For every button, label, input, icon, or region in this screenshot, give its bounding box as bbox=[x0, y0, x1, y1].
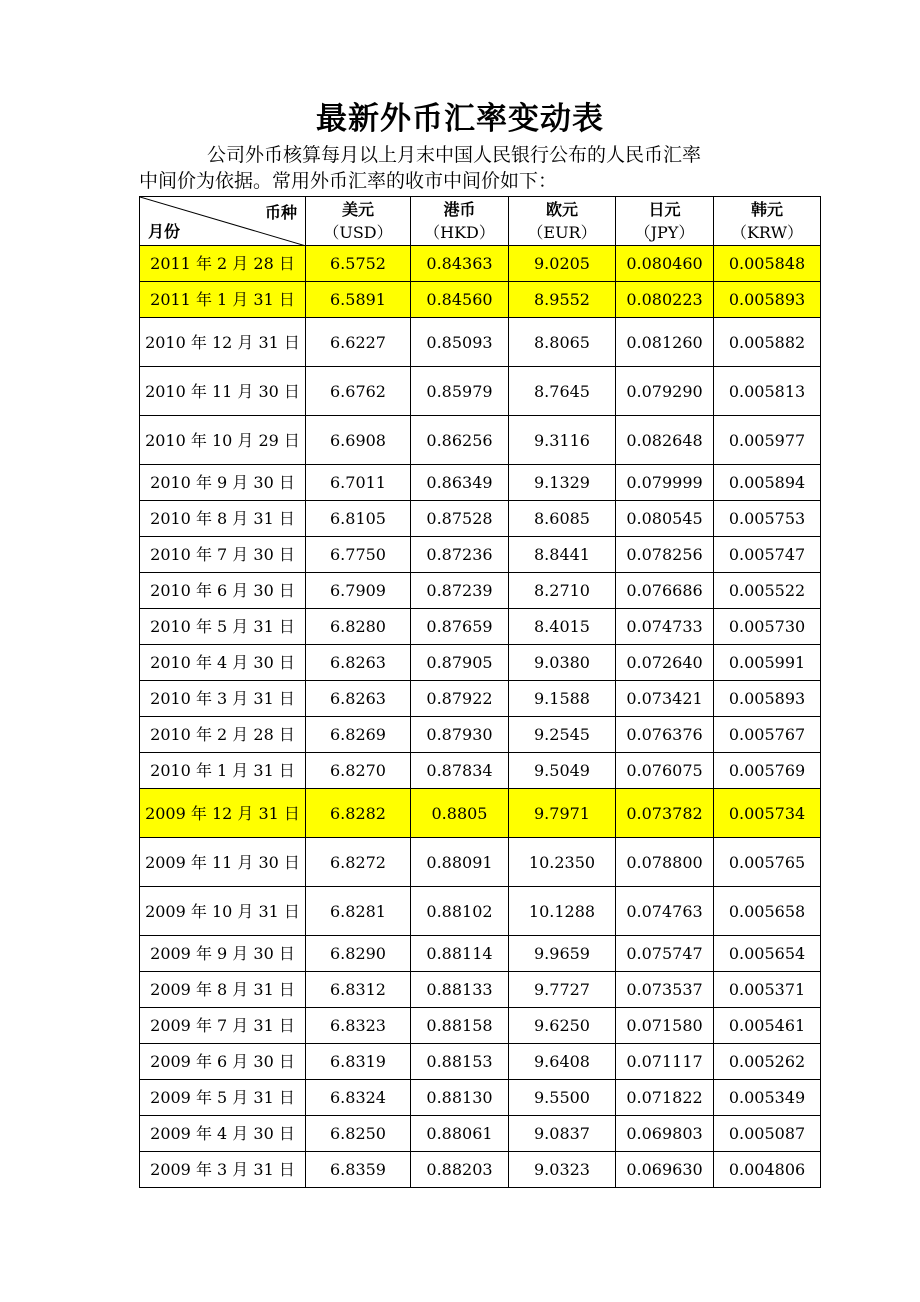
jpy-rate-cell: 0.076686 bbox=[616, 573, 714, 609]
jpy-rate-cell: 0.072640 bbox=[616, 645, 714, 681]
hkd-rate-cell: 0.85093 bbox=[411, 318, 509, 367]
date-cell: 2010 年 7 月 30 日 bbox=[140, 537, 306, 573]
eur-rate-cell: 9.0380 bbox=[509, 645, 616, 681]
table-row bbox=[140, 1116, 821, 1152]
table-row bbox=[140, 465, 821, 501]
eur-rate-cell: 8.9552 bbox=[509, 282, 616, 318]
header-jpy bbox=[616, 197, 714, 246]
table-row bbox=[140, 573, 821, 609]
eur-rate-cell: 9.1329 bbox=[509, 465, 616, 501]
header-usd bbox=[306, 197, 411, 246]
hkd-rate-cell: 0.86349 bbox=[411, 465, 509, 501]
usd-rate-cell: 6.8269 bbox=[306, 717, 411, 753]
table-row bbox=[140, 717, 821, 753]
krw-rate-cell: 0.005893 bbox=[714, 282, 821, 318]
exchange-rate-table bbox=[139, 196, 821, 1188]
date-cell: 2010 年 2 月 28 日 bbox=[140, 717, 306, 753]
usd-rate-cell: 6.8323 bbox=[306, 1008, 411, 1044]
eur-rate-cell: 9.1588 bbox=[509, 681, 616, 717]
currency-axis-label: 币种 bbox=[264, 203, 297, 222]
usd-rate-cell: 6.8324 bbox=[306, 1080, 411, 1116]
usd-rate-cell: 6.8105 bbox=[306, 501, 411, 537]
krw-rate-cell: 0.005262 bbox=[714, 1044, 821, 1080]
eur-rate-cell: 9.7727 bbox=[509, 972, 616, 1008]
eur-rate-cell: 9.2545 bbox=[509, 717, 616, 753]
hkd-rate-cell: 0.88091 bbox=[411, 838, 509, 887]
eur-rate-cell: 9.0323 bbox=[509, 1152, 616, 1188]
hkd-rate-cell: 0.87930 bbox=[411, 717, 509, 753]
eur-rate-cell: 8.4015 bbox=[509, 609, 616, 645]
usd-rate-cell: 6.5752 bbox=[306, 246, 411, 282]
table-row bbox=[140, 1044, 821, 1080]
table-row bbox=[140, 789, 821, 838]
eur-rate-cell: 10.1288 bbox=[509, 887, 616, 936]
table-row bbox=[140, 282, 821, 318]
usd-rate-cell: 6.8282 bbox=[306, 789, 411, 838]
hkd-rate-cell: 0.86256 bbox=[411, 416, 509, 465]
hkd-rate-cell: 0.88102 bbox=[411, 887, 509, 936]
krw-rate-cell: 0.005753 bbox=[714, 501, 821, 537]
date-cell: 2011 年 2 月 28 日 bbox=[140, 246, 306, 282]
hkd-rate-cell: 0.88114 bbox=[411, 936, 509, 972]
date-cell: 2009 年 9 月 30 日 bbox=[140, 936, 306, 972]
table-row bbox=[140, 1152, 821, 1188]
usd-rate-cell: 6.6227 bbox=[306, 318, 411, 367]
currency-name: 港币 bbox=[443, 200, 476, 219]
jpy-rate-cell: 0.069803 bbox=[616, 1116, 714, 1152]
table-row bbox=[140, 753, 821, 789]
table-row bbox=[140, 609, 821, 645]
krw-rate-cell: 0.004806 bbox=[714, 1152, 821, 1188]
currency-code: （EUR） bbox=[527, 223, 597, 242]
date-cell: 2010 年 6 月 30 日 bbox=[140, 573, 306, 609]
hkd-rate-cell: 0.88153 bbox=[411, 1044, 509, 1080]
table-row bbox=[140, 501, 821, 537]
currency-name: 韩元 bbox=[750, 200, 783, 219]
usd-rate-cell: 6.6762 bbox=[306, 367, 411, 416]
usd-rate-cell: 6.8281 bbox=[306, 887, 411, 936]
usd-rate-cell: 6.8290 bbox=[306, 936, 411, 972]
usd-rate-cell: 6.8359 bbox=[306, 1152, 411, 1188]
usd-rate-cell: 6.8263 bbox=[306, 645, 411, 681]
jpy-rate-cell: 0.080223 bbox=[616, 282, 714, 318]
date-cell: 2009 年 11 月 30 日 bbox=[140, 838, 306, 887]
jpy-rate-cell: 0.079999 bbox=[616, 465, 714, 501]
usd-rate-cell: 6.8263 bbox=[306, 681, 411, 717]
date-cell: 2009 年 10 月 31 日 bbox=[140, 887, 306, 936]
eur-rate-cell: 8.8441 bbox=[509, 537, 616, 573]
eur-rate-cell: 8.6085 bbox=[509, 501, 616, 537]
usd-rate-cell: 6.8312 bbox=[306, 972, 411, 1008]
krw-rate-cell: 0.005977 bbox=[714, 416, 821, 465]
header-krw bbox=[714, 197, 821, 246]
date-cell: 2009 年 8 月 31 日 bbox=[140, 972, 306, 1008]
jpy-rate-cell: 0.071117 bbox=[616, 1044, 714, 1080]
usd-rate-cell: 6.5891 bbox=[306, 282, 411, 318]
jpy-rate-cell: 0.078800 bbox=[616, 838, 714, 887]
usd-rate-cell: 6.8280 bbox=[306, 609, 411, 645]
usd-rate-cell: 6.7011 bbox=[306, 465, 411, 501]
hkd-rate-cell: 0.88130 bbox=[411, 1080, 509, 1116]
date-cell: 2010 年 4 月 30 日 bbox=[140, 645, 306, 681]
hkd-rate-cell: 0.87659 bbox=[411, 609, 509, 645]
jpy-rate-cell: 0.082648 bbox=[616, 416, 714, 465]
hkd-rate-cell: 0.88133 bbox=[411, 972, 509, 1008]
krw-rate-cell: 0.005654 bbox=[714, 936, 821, 972]
eur-rate-cell: 9.0837 bbox=[509, 1116, 616, 1152]
hkd-rate-cell: 0.8805 bbox=[411, 789, 509, 838]
eur-rate-cell: 9.3116 bbox=[509, 416, 616, 465]
krw-rate-cell: 0.005349 bbox=[714, 1080, 821, 1116]
hkd-rate-cell: 0.87239 bbox=[411, 573, 509, 609]
date-cell: 2010 年 8 月 31 日 bbox=[140, 501, 306, 537]
month-axis-label: 月份 bbox=[148, 222, 181, 241]
hkd-rate-cell: 0.84560 bbox=[411, 282, 509, 318]
eur-rate-cell: 9.6408 bbox=[509, 1044, 616, 1080]
intro-paragraph bbox=[139, 142, 819, 194]
jpy-rate-cell: 0.071822 bbox=[616, 1080, 714, 1116]
krw-rate-cell: 0.005087 bbox=[714, 1116, 821, 1152]
table-row bbox=[140, 887, 821, 936]
jpy-rate-cell: 0.071580 bbox=[616, 1008, 714, 1044]
krw-rate-cell: 0.005991 bbox=[714, 645, 821, 681]
table-row bbox=[140, 936, 821, 972]
jpy-rate-cell: 0.074733 bbox=[616, 609, 714, 645]
krw-rate-cell: 0.005734 bbox=[714, 789, 821, 838]
krw-rate-cell: 0.005461 bbox=[714, 1008, 821, 1044]
intro-line-2: 中间价为依据。常用外币汇率的收市中间价如下： bbox=[139, 170, 558, 192]
table-row bbox=[140, 681, 821, 717]
date-cell: 2010 年 3 月 31 日 bbox=[140, 681, 306, 717]
jpy-rate-cell: 0.073782 bbox=[616, 789, 714, 838]
jpy-rate-cell: 0.069630 bbox=[616, 1152, 714, 1188]
krw-rate-cell: 0.005848 bbox=[714, 246, 821, 282]
jpy-rate-cell: 0.078256 bbox=[616, 537, 714, 573]
krw-rate-cell: 0.005813 bbox=[714, 367, 821, 416]
currency-name: 日元 bbox=[648, 200, 681, 219]
jpy-rate-cell: 0.076075 bbox=[616, 753, 714, 789]
header-corner-cell bbox=[140, 197, 306, 246]
table-row bbox=[140, 416, 821, 465]
hkd-rate-cell: 0.87528 bbox=[411, 501, 509, 537]
usd-rate-cell: 6.6908 bbox=[306, 416, 411, 465]
krw-rate-cell: 0.005730 bbox=[714, 609, 821, 645]
date-cell: 2010 年 1 月 31 日 bbox=[140, 753, 306, 789]
eur-rate-cell: 8.7645 bbox=[509, 367, 616, 416]
table-row bbox=[140, 367, 821, 416]
krw-rate-cell: 0.005765 bbox=[714, 838, 821, 887]
currency-code: （KRW） bbox=[730, 223, 804, 242]
eur-rate-cell: 9.9659 bbox=[509, 936, 616, 972]
eur-rate-cell: 9.5500 bbox=[509, 1080, 616, 1116]
table-row bbox=[140, 1008, 821, 1044]
eur-rate-cell: 9.0205 bbox=[509, 246, 616, 282]
usd-rate-cell: 6.8319 bbox=[306, 1044, 411, 1080]
date-cell: 2010 年 5 月 31 日 bbox=[140, 609, 306, 645]
eur-rate-cell: 8.8065 bbox=[509, 318, 616, 367]
date-cell: 2009 年 5 月 31 日 bbox=[140, 1080, 306, 1116]
krw-rate-cell: 0.005767 bbox=[714, 717, 821, 753]
table-row bbox=[140, 972, 821, 1008]
date-cell: 2009 年 12 月 31 日 bbox=[140, 789, 306, 838]
hkd-rate-cell: 0.87834 bbox=[411, 753, 509, 789]
currency-code: （HKD） bbox=[424, 223, 495, 242]
table-row bbox=[140, 1080, 821, 1116]
date-cell: 2010 年 9 月 30 日 bbox=[140, 465, 306, 501]
usd-rate-cell: 6.8250 bbox=[306, 1116, 411, 1152]
table-row bbox=[140, 318, 821, 367]
krw-rate-cell: 0.005893 bbox=[714, 681, 821, 717]
usd-rate-cell: 6.7750 bbox=[306, 537, 411, 573]
date-cell: 2009 年 7 月 31 日 bbox=[140, 1008, 306, 1044]
currency-code: （USD） bbox=[323, 223, 393, 242]
table-row bbox=[140, 838, 821, 887]
date-cell: 2009 年 4 月 30 日 bbox=[140, 1116, 306, 1152]
date-cell: 2009 年 3 月 31 日 bbox=[140, 1152, 306, 1188]
date-cell: 2010 年 10 月 29 日 bbox=[140, 416, 306, 465]
header-hkd bbox=[411, 197, 509, 246]
jpy-rate-cell: 0.079290 bbox=[616, 367, 714, 416]
hkd-rate-cell: 0.87922 bbox=[411, 681, 509, 717]
hkd-rate-cell: 0.88061 bbox=[411, 1116, 509, 1152]
jpy-rate-cell: 0.074763 bbox=[616, 887, 714, 936]
hkd-rate-cell: 0.85979 bbox=[411, 367, 509, 416]
eur-rate-cell: 9.5049 bbox=[509, 753, 616, 789]
rate-table-body bbox=[140, 246, 821, 1188]
currency-name: 美元 bbox=[341, 200, 374, 219]
krw-rate-cell: 0.005769 bbox=[714, 753, 821, 789]
usd-rate-cell: 6.8270 bbox=[306, 753, 411, 789]
hkd-rate-cell: 0.84363 bbox=[411, 246, 509, 282]
currency-name: 欧元 bbox=[545, 200, 578, 219]
usd-rate-cell: 6.7909 bbox=[306, 573, 411, 609]
krw-rate-cell: 0.005658 bbox=[714, 887, 821, 936]
hkd-rate-cell: 0.87905 bbox=[411, 645, 509, 681]
page-title: 最新外币汇率变动表 bbox=[316, 101, 604, 137]
jpy-rate-cell: 0.073537 bbox=[616, 972, 714, 1008]
krw-rate-cell: 0.005747 bbox=[714, 537, 821, 573]
header-eur bbox=[509, 197, 616, 246]
currency-code: （JPY） bbox=[634, 223, 695, 242]
table-row bbox=[140, 537, 821, 573]
krw-rate-cell: 0.005882 bbox=[714, 318, 821, 367]
eur-rate-cell: 9.6250 bbox=[509, 1008, 616, 1044]
krw-rate-cell: 0.005894 bbox=[714, 465, 821, 501]
date-cell: 2010 年 12 月 31 日 bbox=[140, 318, 306, 367]
hkd-rate-cell: 0.88158 bbox=[411, 1008, 509, 1044]
date-cell: 2009 年 6 月 30 日 bbox=[140, 1044, 306, 1080]
jpy-rate-cell: 0.080545 bbox=[616, 501, 714, 537]
date-cell: 2011 年 1 月 31 日 bbox=[140, 282, 306, 318]
krw-rate-cell: 0.005522 bbox=[714, 573, 821, 609]
eur-rate-cell: 9.7971 bbox=[509, 789, 616, 838]
hkd-rate-cell: 0.88203 bbox=[411, 1152, 509, 1188]
eur-rate-cell: 10.2350 bbox=[509, 838, 616, 887]
jpy-rate-cell: 0.076376 bbox=[616, 717, 714, 753]
usd-rate-cell: 6.8272 bbox=[306, 838, 411, 887]
jpy-rate-cell: 0.080460 bbox=[616, 246, 714, 282]
intro-line-1: 公司外币核算每月以上月末中国人民银行公布的人民币汇率 bbox=[207, 144, 702, 166]
krw-rate-cell: 0.005371 bbox=[714, 972, 821, 1008]
table-row bbox=[140, 246, 821, 282]
eur-rate-cell: 8.2710 bbox=[509, 573, 616, 609]
jpy-rate-cell: 0.075747 bbox=[616, 936, 714, 972]
hkd-rate-cell: 0.87236 bbox=[411, 537, 509, 573]
jpy-rate-cell: 0.081260 bbox=[616, 318, 714, 367]
header-row bbox=[140, 197, 821, 246]
date-cell: 2010 年 11 月 30 日 bbox=[140, 367, 306, 416]
jpy-rate-cell: 0.073421 bbox=[616, 681, 714, 717]
table-row bbox=[140, 645, 821, 681]
